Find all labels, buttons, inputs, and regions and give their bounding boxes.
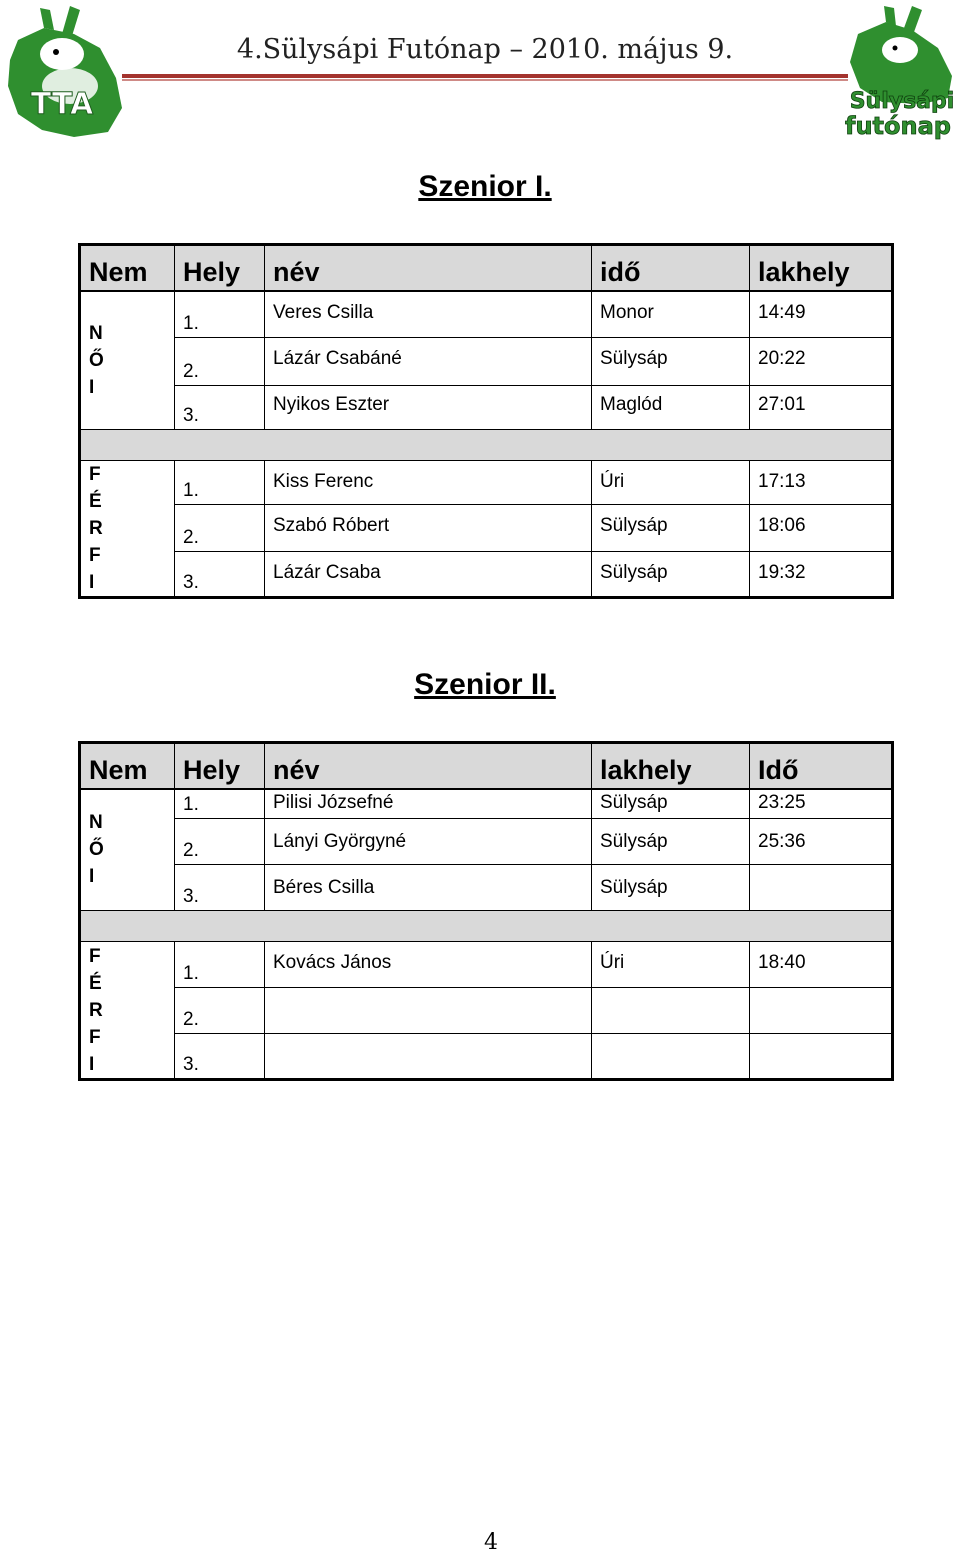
table-row <box>80 386 893 430</box>
column-4-cell <box>750 988 893 1034</box>
table-row <box>80 551 893 597</box>
column-3-cell: Sülysáp <box>592 865 750 911</box>
place-cell: 1. <box>175 942 265 988</box>
tta-logo-text: TTA <box>30 87 94 122</box>
separator-cell <box>80 911 893 942</box>
name-cell <box>265 988 592 1034</box>
gender-label-women: N Ő I <box>80 291 175 430</box>
name-cell: Kovács János <box>265 942 592 988</box>
name-cell <box>265 1034 592 1080</box>
column-4-cell: 17:13 <box>750 461 893 505</box>
tta-logo <box>4 4 126 139</box>
page-header-title: 4.Sülysápi Futónap – 2010. május 9. <box>236 34 734 65</box>
gender-label-men: F É R F I <box>80 942 175 1080</box>
place-cell: 2. <box>175 505 265 551</box>
name-cell: Veres Csilla <box>265 291 592 338</box>
column-4-cell: 25:36 <box>750 819 893 865</box>
column-3-cell: Sülysáp <box>592 819 750 865</box>
table-header-row <box>80 743 893 789</box>
column-3-cell: Sülysáp <box>592 338 750 386</box>
table-row <box>80 338 893 386</box>
column-header: név <box>265 743 592 789</box>
separator-row <box>80 911 893 942</box>
separator-row <box>80 430 893 461</box>
page-number: 4 <box>484 1530 498 1555</box>
place-cell: 2. <box>175 819 265 865</box>
table-row <box>80 988 893 1034</box>
column-header: idő <box>592 245 750 291</box>
table-row <box>80 942 893 988</box>
column-4-cell: 27:01 <box>750 386 893 430</box>
column-header: Idő <box>750 743 893 789</box>
table-row <box>80 1034 893 1080</box>
place-cell: 2. <box>175 338 265 386</box>
column-3-cell <box>592 1034 750 1080</box>
name-cell: Béres Csilla <box>265 865 592 911</box>
column-header: Hely <box>175 743 265 789</box>
sulysapi-futonap-logo <box>842 4 960 144</box>
gender-label-men: F É R F I <box>80 461 175 598</box>
place-cell: 1. <box>175 789 265 819</box>
column-header: név <box>265 245 592 291</box>
place-cell: 3. <box>175 386 265 430</box>
column-4-cell: 23:25 <box>750 789 893 819</box>
column-3-cell: Úri <box>592 461 750 505</box>
name-cell: Lázár Csabáné <box>265 338 592 386</box>
table-row <box>80 505 893 551</box>
column-4-cell <box>750 865 893 911</box>
place-cell: 1. <box>175 291 265 338</box>
column-header: lakhely <box>750 245 893 291</box>
name-cell: Lányi Györgyné <box>265 819 592 865</box>
header-rule-light <box>122 79 848 81</box>
column-3-cell: Maglód <box>592 386 750 430</box>
column-3-cell: Sülysáp <box>592 789 750 819</box>
place-cell: 3. <box>175 1034 265 1080</box>
results-table-senior-2 <box>78 741 894 1081</box>
name-cell: Lázár Csaba <box>265 551 592 597</box>
column-header: Nem <box>80 743 175 789</box>
table-row <box>80 461 893 505</box>
column-3-cell: Úri <box>592 942 750 988</box>
section-title-senior-2: Szenior II. <box>414 668 556 701</box>
table-row <box>80 291 893 338</box>
name-cell: Kiss Ferenc <box>265 461 592 505</box>
place-cell: 3. <box>175 551 265 597</box>
name-cell: Szabó Róbert <box>265 505 592 551</box>
column-4-cell: 14:49 <box>750 291 893 338</box>
column-3-cell: Sülysáp <box>592 505 750 551</box>
place-cell: 2. <box>175 988 265 1034</box>
column-header: Hely <box>175 245 265 291</box>
separator-cell <box>80 430 893 461</box>
column-4-cell: 20:22 <box>750 338 893 386</box>
name-cell: Nyikos Eszter <box>265 386 592 430</box>
column-3-cell: Sülysáp <box>592 551 750 597</box>
logo-right-line2: futónap <box>845 112 951 140</box>
table-row <box>80 865 893 911</box>
table-row <box>80 789 893 819</box>
column-4-cell: 18:40 <box>750 942 893 988</box>
header-rule <box>122 74 848 78</box>
column-4-cell <box>750 1034 893 1080</box>
table-header-row <box>80 245 893 291</box>
column-4-cell: 19:32 <box>750 551 893 597</box>
name-cell: Pilisi Józsefné <box>265 789 592 819</box>
column-header: lakhely <box>592 743 750 789</box>
results-table-senior-1 <box>78 243 894 599</box>
column-4-cell: 18:06 <box>750 505 893 551</box>
table-row <box>80 819 893 865</box>
section-title-senior-1: Szenior I. <box>418 170 552 203</box>
column-3-cell: Monor <box>592 291 750 338</box>
place-cell: 3. <box>175 865 265 911</box>
gender-label-women: N Ő I <box>80 789 175 911</box>
column-3-cell <box>592 988 750 1034</box>
column-header: Nem <box>80 245 175 291</box>
place-cell: 1. <box>175 461 265 505</box>
logo-right-line1: Sülysápi <box>849 89 955 114</box>
